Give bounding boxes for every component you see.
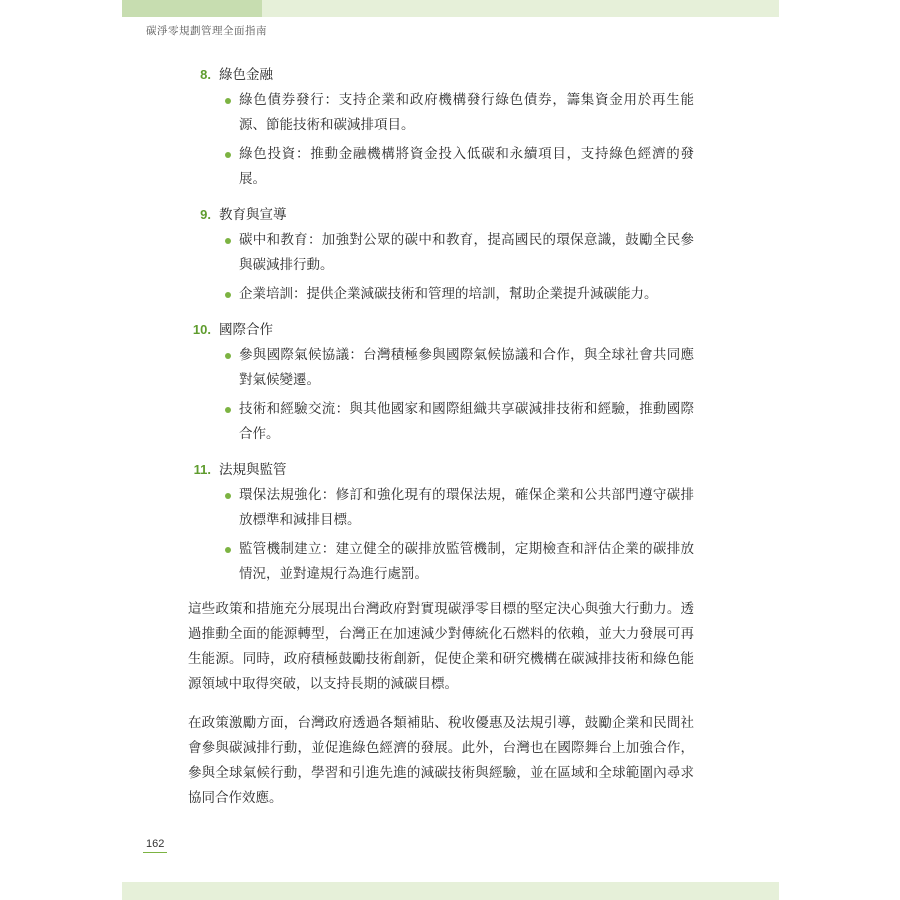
section-title: 教育與宣導 — [219, 207, 287, 223]
section-number: 10. — [192, 322, 211, 337]
section-heading — [188, 202, 694, 228]
list-item — [188, 537, 694, 587]
section-heading — [188, 62, 694, 88]
bullet-dot-icon — [225, 152, 231, 158]
body-paragraph: 這些政策和措施充分展現出台灣政府對實現碳淨零目標的堅定決心與強大行動力。透過推動全面的能源轉型，台灣正在加速減少對傳統化石燃料的依賴，並大力發展可再生能源。同時，政府積極鼓勵技術創新，促使企業和研究機構在碳減排技術和綠色能源領域中取得突破，以支持長期的減碳目標。 — [188, 601, 694, 692]
bullet-dot-icon — [225, 493, 231, 499]
body-paragraph: 在政策激勵方面，台灣政府透過各類補貼、稅收優惠及法規引導，鼓勵企業和民間社會參與碳減排行動，並促進綠色經濟的發展。此外，台灣也在國際舞台上加強合作，參與全球氣候行動，學習和引進先進的減碳技術與經驗，並在區域和全球範圍內尋求協同合作效應。 — [188, 715, 694, 806]
section-9 — [188, 202, 694, 307]
bullet-list — [188, 343, 694, 447]
section-8 — [188, 62, 694, 192]
bullet-text: 綠色債券發行：支持企業和政府機構發行綠色債券，籌集資金用於再生能源、節能技術和碳減排項目。 — [239, 92, 694, 133]
running-header: 碳淨零規劃管理全面指南 — [146, 25, 267, 37]
header-band-accent — [122, 0, 262, 17]
section-number: 8. — [200, 67, 211, 82]
bullet-dot-icon — [225, 353, 231, 359]
section-heading — [188, 457, 694, 483]
page-content — [188, 62, 694, 825]
bullet-text: 企業培訓：提供企業減碳技術和管理的培訓，幫助企業提升減碳能力。 — [239, 286, 658, 302]
list-item — [188, 397, 694, 447]
list-item — [188, 343, 694, 393]
section-number: 9. — [200, 207, 211, 222]
footer-band — [122, 882, 779, 900]
bullet-text: 監管機制建立：建立健全的碳排放監管機制，定期檢查和評估企業的碳排放情況，並對違規行為進行處罰。 — [239, 541, 694, 582]
section-title: 綠色金融 — [219, 67, 273, 83]
page-number: 162 — [143, 838, 167, 853]
bullet-list — [188, 483, 694, 587]
section-title: 國際合作 — [219, 322, 273, 338]
bullet-dot-icon — [225, 98, 231, 104]
bullet-dot-icon — [225, 547, 231, 553]
list-item — [188, 142, 694, 192]
section-10 — [188, 317, 694, 447]
list-item — [188, 88, 694, 138]
list-item — [188, 282, 694, 307]
bullet-dot-icon — [225, 407, 231, 413]
section-title: 法規與監管 — [219, 462, 287, 478]
bullet-list — [188, 228, 694, 307]
section-number: 11. — [193, 462, 211, 477]
bullet-list — [188, 88, 694, 192]
bullet-text: 參與國際氣候協議：台灣積極參與國際氣候協議和合作，與全球社會共同應對氣候變遷。 — [239, 347, 694, 388]
list-item — [188, 228, 694, 278]
bullet-text: 碳中和教育：加強對公眾的碳中和教育，提高國民的環保意識，鼓勵全民參與碳減排行動。 — [239, 232, 694, 273]
bullet-text: 綠色投資：推動金融機構將資金投入低碳和永續項目，支持綠色經濟的發展。 — [239, 146, 694, 187]
section-11 — [188, 457, 694, 587]
bullet-text: 環保法規強化：修訂和強化現有的環保法規，確保企業和公共部門遵守碳排放標準和減排目標。 — [239, 487, 694, 528]
bullet-dot-icon — [225, 238, 231, 244]
bullet-dot-icon — [225, 292, 231, 298]
header-band — [122, 0, 779, 17]
bullet-text: 技術和經驗交流：與其他國家和國際組織共享碳減排技術和經驗，推動國際合作。 — [239, 401, 694, 442]
section-heading — [188, 317, 694, 343]
list-item — [188, 483, 694, 533]
